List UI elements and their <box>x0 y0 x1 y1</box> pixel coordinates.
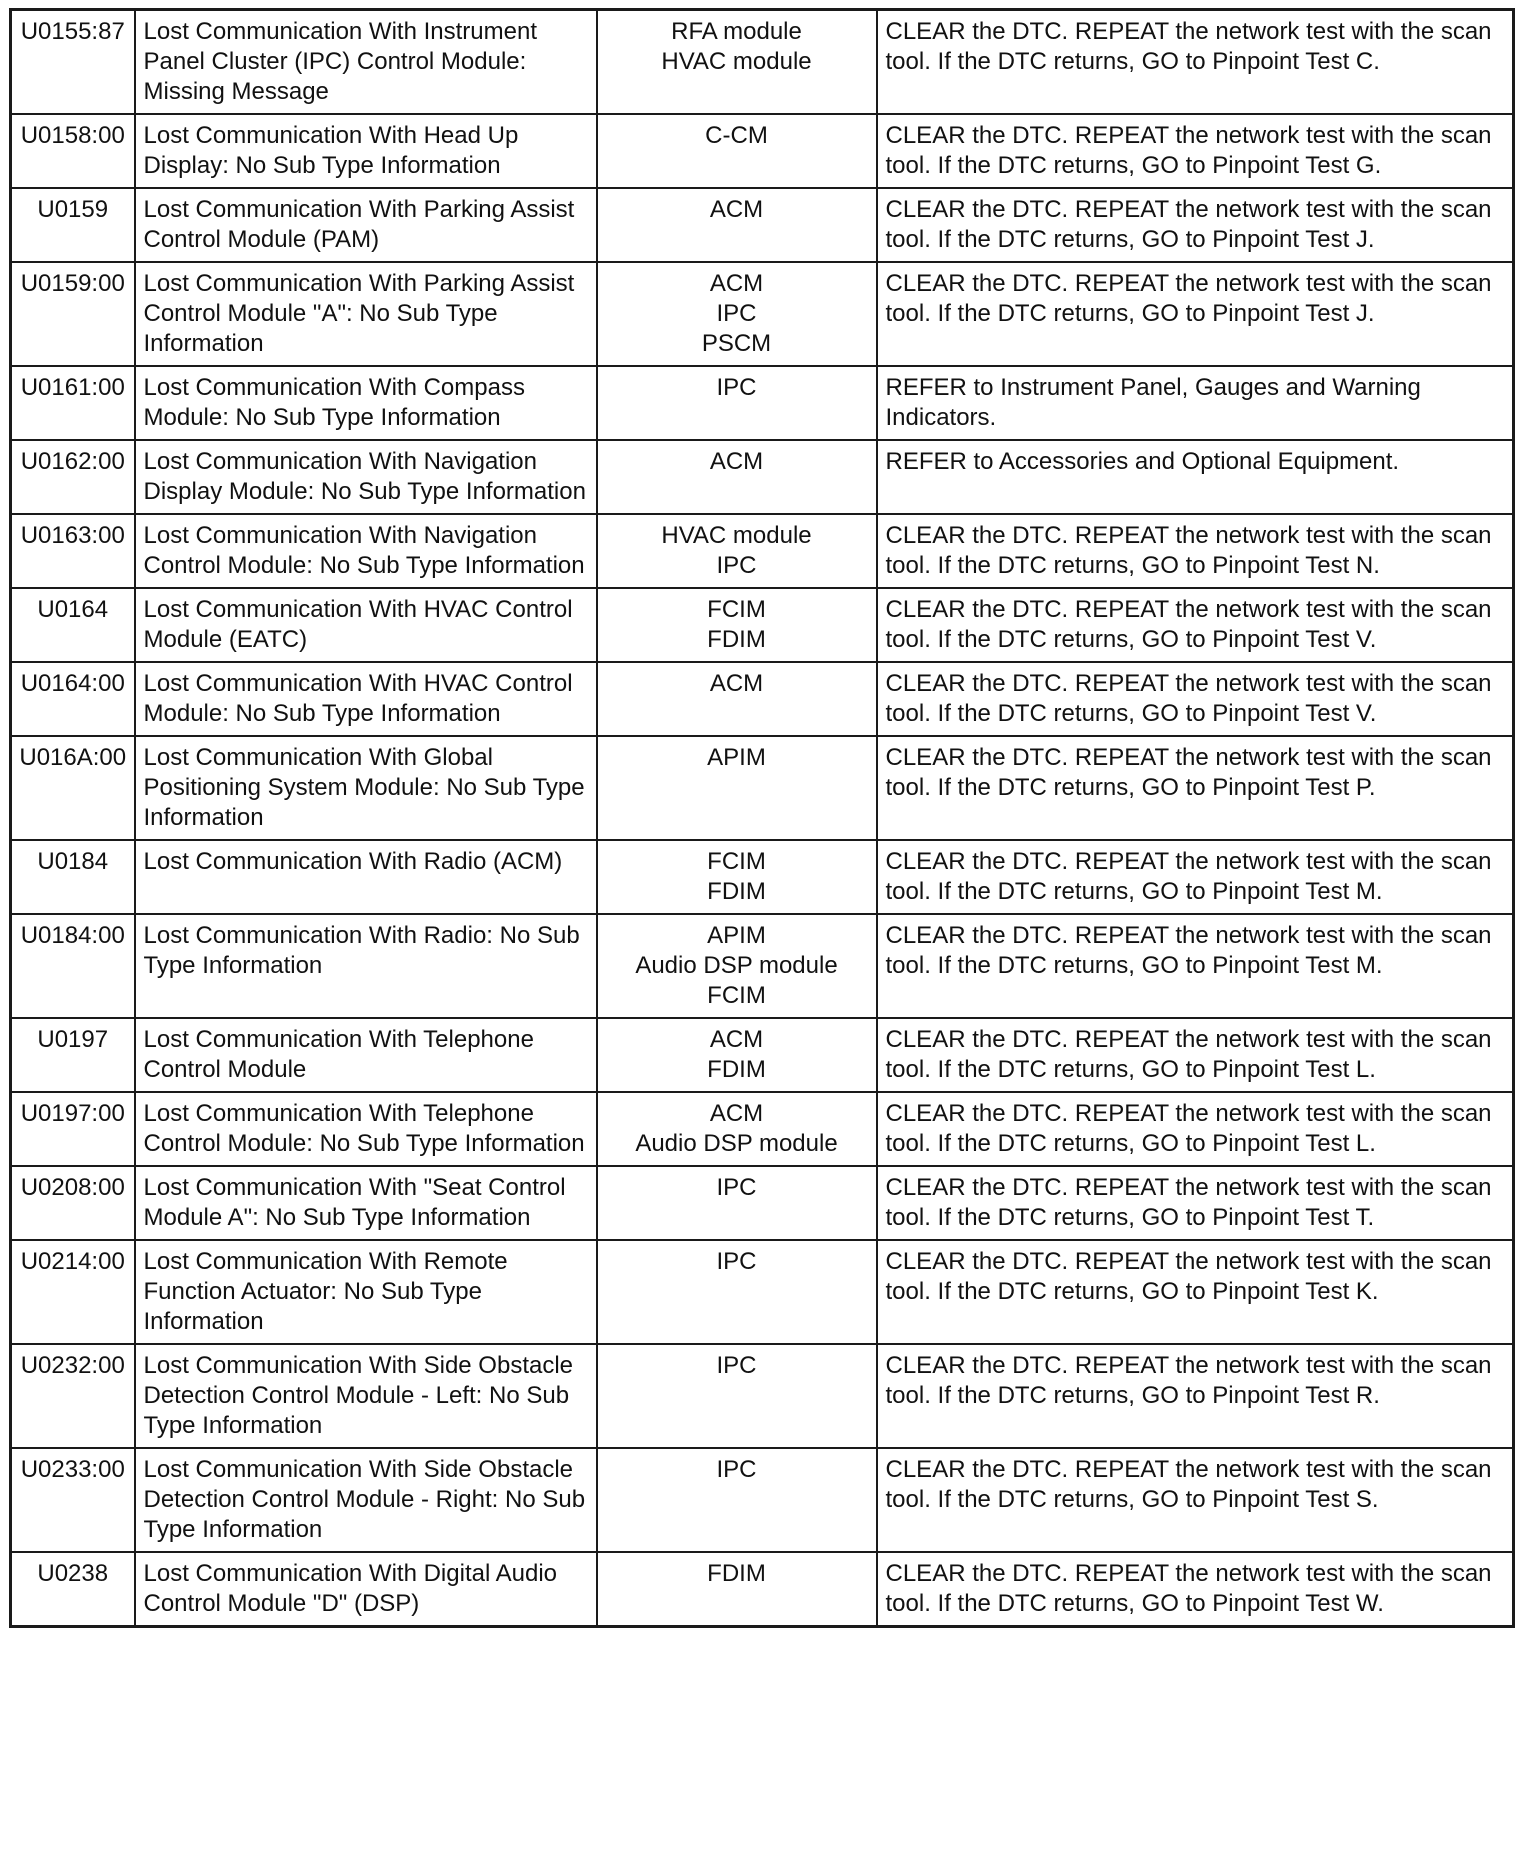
dtc-description-cell: Lost Communication With Side Obstacle Detection Control Module - Right: No Sub Type Information <box>135 1448 597 1552</box>
module-name: Audio DSP module <box>635 952 838 979</box>
dtc-description-cell: Lost Communication With Telephone Control Module <box>135 1018 597 1092</box>
dtc-description-cell: Lost Communication With Telephone Control Module: No Sub Type Information <box>135 1092 597 1166</box>
reporting-modules-cell <box>597 366 877 440</box>
dtc-description-cell: Lost Communication With Navigation Control Module: No Sub Type Information <box>135 514 597 588</box>
dtc-table <box>9 8 1515 1628</box>
module-name: ACM <box>709 270 764 297</box>
dtc-description-cell: Lost Communication With Radio: No Sub Type Information <box>135 914 597 1018</box>
reporting-modules-cell <box>597 114 877 188</box>
table-row <box>11 514 1514 588</box>
table-row <box>11 1448 1514 1552</box>
dtc-code-cell: U0162:00 <box>11 440 135 514</box>
reporting-modules-cell <box>597 188 877 262</box>
action-cell: CLEAR the DTC. REPEAT the network test with the scan tool. If the DTC returns, GO to Pinpoint Test P. <box>877 736 1514 840</box>
module-name: FCIM <box>707 596 766 623</box>
action-cell: CLEAR the DTC. REPEAT the network test with the scan tool. If the DTC returns, GO to Pinpoint Test M. <box>877 914 1514 1018</box>
action-cell: CLEAR the DTC. REPEAT the network test with the scan tool. If the DTC returns, GO to Pinpoint Test J. <box>877 188 1514 262</box>
reporting-modules-cell <box>597 914 877 1018</box>
table-row <box>11 262 1514 366</box>
dtc-description-cell: Lost Communication With Compass Module: No Sub Type Information <box>135 366 597 440</box>
document-page <box>9 8 1513 1628</box>
action-cell: CLEAR the DTC. REPEAT the network test with the scan tool. If the DTC returns, GO to Pinpoint Test J. <box>877 262 1514 366</box>
module-name: IPC <box>716 374 757 401</box>
dtc-code-cell: U0233:00 <box>11 1448 135 1552</box>
dtc-description-cell: Lost Communication With HVAC Control Module (EATC) <box>135 588 597 662</box>
table-row <box>11 1240 1514 1344</box>
action-cell: REFER to Instrument Panel, Gauges and Warning Indicators. <box>877 366 1514 440</box>
module-name: PSCM <box>701 330 772 357</box>
action-cell: CLEAR the DTC. REPEAT the network test with the scan tool. If the DTC returns, GO to Pinpoint Test L. <box>877 1018 1514 1092</box>
table-row <box>11 1344 1514 1448</box>
dtc-code-cell: U0197:00 <box>11 1092 135 1166</box>
module-name: C-CM <box>705 122 768 149</box>
dtc-description-cell: Lost Communication With Radio (ACM) <box>135 840 597 914</box>
reporting-modules-cell <box>597 662 877 736</box>
table-row <box>11 440 1514 514</box>
table-row <box>11 1018 1514 1092</box>
dtc-code-cell: U0163:00 <box>11 514 135 588</box>
module-name: FDIM <box>707 878 766 905</box>
module-name: ACM <box>709 448 764 475</box>
reporting-modules-cell <box>597 1552 877 1627</box>
dtc-code-cell: U0159 <box>11 188 135 262</box>
reporting-modules-cell <box>597 10 877 115</box>
table-row <box>11 662 1514 736</box>
action-cell: CLEAR the DTC. REPEAT the network test with the scan tool. If the DTC returns, GO to Pinpoint Test T. <box>877 1166 1514 1240</box>
module-name: FCIM <box>707 848 766 875</box>
reporting-modules-cell <box>597 588 877 662</box>
dtc-code-cell: U0155:87 <box>11 10 135 115</box>
module-name: IPC <box>716 1174 757 1201</box>
reporting-modules-cell <box>597 1344 877 1448</box>
table-row <box>11 736 1514 840</box>
reporting-modules-cell <box>597 514 877 588</box>
table-row <box>11 1092 1514 1166</box>
action-cell: CLEAR the DTC. REPEAT the network test with the scan tool. If the DTC returns, GO to Pinpoint Test C. <box>877 10 1514 115</box>
module-name: IPC <box>716 1248 757 1275</box>
table-row <box>11 366 1514 440</box>
module-name: APIM <box>707 744 766 771</box>
action-cell: CLEAR the DTC. REPEAT the network test with the scan tool. If the DTC returns, GO to Pinpoint Test S. <box>877 1448 1514 1552</box>
dtc-code-cell: U0164:00 <box>11 662 135 736</box>
dtc-description-cell: Lost Communication With Digital Audio Control Module "D" (DSP) <box>135 1552 597 1627</box>
module-name: APIM <box>707 922 766 949</box>
dtc-table-body <box>11 10 1514 1627</box>
table-row <box>11 1552 1514 1627</box>
module-name: ACM <box>709 1100 764 1127</box>
dtc-description-cell: Lost Communication With Parking Assist Control Module "A": No Sub Type Information <box>135 262 597 366</box>
module-name: IPC <box>716 1456 757 1483</box>
dtc-code-cell: U0197 <box>11 1018 135 1092</box>
dtc-code-cell: U0184 <box>11 840 135 914</box>
action-cell: CLEAR the DTC. REPEAT the network test with the scan tool. If the DTC returns, GO to Pinpoint Test L. <box>877 1092 1514 1166</box>
module-name: ACM <box>709 196 764 223</box>
dtc-code-cell: U0161:00 <box>11 366 135 440</box>
module-name: FDIM <box>707 1056 766 1083</box>
action-cell: CLEAR the DTC. REPEAT the network test with the scan tool. If the DTC returns, GO to Pinpoint Test N. <box>877 514 1514 588</box>
dtc-code-cell: U0164 <box>11 588 135 662</box>
module-name: IPC <box>716 1352 757 1379</box>
dtc-description-cell: Lost Communication With Head Up Display: No Sub Type Information <box>135 114 597 188</box>
action-cell: CLEAR the DTC. REPEAT the network test with the scan tool. If the DTC returns, GO to Pinpoint Test V. <box>877 662 1514 736</box>
table-row <box>11 588 1514 662</box>
action-cell: CLEAR the DTC. REPEAT the network test with the scan tool. If the DTC returns, GO to Pinpoint Test V. <box>877 588 1514 662</box>
module-name: Audio DSP module <box>635 1130 838 1157</box>
dtc-code-cell: U0232:00 <box>11 1344 135 1448</box>
dtc-code-cell: U0214:00 <box>11 1240 135 1344</box>
module-name: FDIM <box>707 1560 766 1587</box>
module-name: IPC <box>716 300 757 327</box>
module-name: IPC <box>716 552 757 579</box>
dtc-description-cell: Lost Communication With HVAC Control Module: No Sub Type Information <box>135 662 597 736</box>
dtc-code-cell: U016A:00 <box>11 736 135 840</box>
action-cell: CLEAR the DTC. REPEAT the network test with the scan tool. If the DTC returns, GO to Pinpoint Test R. <box>877 1344 1514 1448</box>
dtc-description-cell: Lost Communication With Navigation Display Module: No Sub Type Information <box>135 440 597 514</box>
reporting-modules-cell <box>597 1092 877 1166</box>
table-row <box>11 10 1514 115</box>
dtc-code-cell: U0159:00 <box>11 262 135 366</box>
action-cell: CLEAR the DTC. REPEAT the network test with the scan tool. If the DTC returns, GO to Pinpoint Test K. <box>877 1240 1514 1344</box>
table-row <box>11 188 1514 262</box>
module-name: FDIM <box>707 626 766 653</box>
table-row <box>11 840 1514 914</box>
dtc-code-cell: U0158:00 <box>11 114 135 188</box>
action-cell: CLEAR the DTC. REPEAT the network test with the scan tool. If the DTC returns, GO to Pinpoint Test W. <box>877 1552 1514 1627</box>
module-name: ACM <box>709 1026 764 1053</box>
dtc-description-cell: Lost Communication With Remote Function Actuator: No Sub Type Information <box>135 1240 597 1344</box>
dtc-description-cell: Lost Communication With Global Positioning System Module: No Sub Type Information <box>135 736 597 840</box>
table-row <box>11 1166 1514 1240</box>
table-row <box>11 114 1514 188</box>
dtc-code-cell: U0208:00 <box>11 1166 135 1240</box>
reporting-modules-cell <box>597 440 877 514</box>
table-row <box>11 914 1514 1018</box>
reporting-modules-cell <box>597 736 877 840</box>
action-cell: CLEAR the DTC. REPEAT the network test with the scan tool. If the DTC returns, GO to Pinpoint Test G. <box>877 114 1514 188</box>
reporting-modules-cell <box>597 262 877 366</box>
action-cell: REFER to Accessories and Optional Equipment. <box>877 440 1514 514</box>
action-cell: CLEAR the DTC. REPEAT the network test with the scan tool. If the DTC returns, GO to Pinpoint Test M. <box>877 840 1514 914</box>
reporting-modules-cell <box>597 1018 877 1092</box>
reporting-modules-cell <box>597 840 877 914</box>
dtc-description-cell: Lost Communication With Parking Assist Control Module (PAM) <box>135 188 597 262</box>
module-name: HVAC module <box>661 522 812 549</box>
module-name: ACM <box>709 670 764 697</box>
dtc-description-cell: Lost Communication With "Seat Control Module A": No Sub Type Information <box>135 1166 597 1240</box>
reporting-modules-cell <box>597 1240 877 1344</box>
module-name: FCIM <box>707 982 766 1009</box>
dtc-description-cell: Lost Communication With Instrument Panel Cluster (IPC) Control Module: Missing Message <box>135 10 597 115</box>
reporting-modules-cell <box>597 1166 877 1240</box>
dtc-code-cell: U0238 <box>11 1552 135 1627</box>
dtc-description-cell: Lost Communication With Side Obstacle Detection Control Module - Left: No Sub Type Information <box>135 1344 597 1448</box>
reporting-modules-cell <box>597 1448 877 1552</box>
dtc-code-cell: U0184:00 <box>11 914 135 1018</box>
module-name: HVAC module <box>661 48 812 75</box>
module-name: RFA module <box>671 18 802 45</box>
